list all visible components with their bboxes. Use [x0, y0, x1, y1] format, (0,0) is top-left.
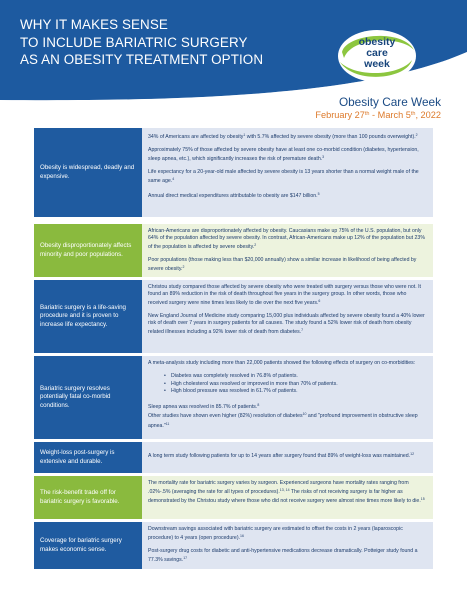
paragraph: A long term study following patients for up to 14 years after surgery found that 89% of weight-loss was maintained.$^{12}$ — [148, 452, 415, 459]
row-content — [142, 128, 433, 217]
table-row — [34, 128, 433, 218]
list-item: • Diabetes was completely resolved in 76.8% of patients. — [164, 373, 427, 380]
row-content — [142, 442, 433, 473]
title-line: AS AN OBESITY TREATMENT OPTION — [20, 52, 264, 67]
paragraph: Christou study compared those affected by severe obesity who were treated with surgery versus those who were not. It found an 89% reduction in the risk of death throughout five years in the surgery group. In other words, those who received surgery were nine times less likely to die over the next five years.$^6$ — [148, 284, 421, 307]
row-label: Bariatric surgery resolves potentially fatal co-morbid conditions. — [34, 356, 142, 439]
logo-word: week — [364, 58, 390, 70]
table-row — [34, 442, 433, 474]
header-banner — [0, 0, 467, 128]
paragraph: 34% of Americans are affected by obesity$^1$ with 5.7% affected by severe obesity (more than 100 pounds overweight).$^2$ — [148, 133, 418, 140]
row-content — [142, 280, 433, 353]
row-label: Obesity disproportionately affects minority and poor populations. — [34, 224, 142, 277]
bullet-list — [164, 373, 427, 395]
logo-word: care — [366, 47, 388, 59]
paragraph: Poor populations (those making less than $20,000 annually) show a similar increase in likelihood of being affected by severe obesity.$^2$ — [148, 257, 417, 273]
paragraph: Annual direct medical expenditures attributable to obesity are $147 billion.$^5$ — [148, 192, 320, 200]
table-row — [34, 224, 433, 278]
paragraph: New England Journal of Medicine study comparing 15,000 plus individuals affected by severe obesity found a 40% lower risk of death over 7 years in surgery patients for all causes. The study found a 52% lower risk of death from obesity related illnesses including a 92% lower risk of death from diabetes.$^7$ — [148, 313, 425, 336]
list-item: • High cholesterol was resolved or improved in more than 70% of patients. — [164, 381, 427, 388]
row-content — [142, 224, 433, 277]
paragraph: Downstream savings associated with bariatric surgery are estimated to offset the costs in 2 years (laparoscopic procedure) to 4 years (open procedure).$^{16}$ — [148, 526, 403, 542]
row-label: The risk-benefit trade off for bariatric surgery is favorable. — [34, 476, 142, 519]
paragraph: African-Americans are disproportionately affected by obesity. Caucasians make up 75% of the U.S. population, but only 64% of the population affected by severe obesity. In contrast, African-Americans make up 12% of the population but 23% of the population is affected by severe obesity.$^2$ — [148, 228, 425, 251]
row-content — [142, 522, 433, 569]
logo-word: obesity — [358, 36, 396, 48]
paragraph: Sleep apnea was resolved in 85.7% of patients.$^8$ Other studies have shown even higher (82%) resolution of diabetes$^{10}$ and "profound improvement in obstructive sleep apnea."$^{11}$ — [148, 403, 418, 429]
row-label: Weight-loss post-surgery is extensive and durable. — [34, 442, 142, 473]
logo-wordmark — [336, 37, 418, 70]
row-content — [142, 356, 433, 439]
paragraph: Life expectancy for a 20-year-old male affected by severe obesity is 13 years shorter than a normal weight male of the same age.$^4$ — [148, 169, 419, 185]
obesity-care-week-logo — [336, 28, 418, 84]
paragraph: Post-surgery drug costs for diabetic and anti-hypertensive medications decrease dramatically. Potteiger study found a 77.3% savings.$^{17}$ — [148, 548, 418, 564]
title-line: WHY IT MAKES SENSE — [20, 17, 168, 32]
table-row — [34, 476, 433, 520]
paragraph: Approximately 75% of those affected by severe obesity have at least one co-morbid condition (diabetes, hypertension, sleep apnea, etc.), which significantly increases the risk of premature death.$^3$ — [148, 147, 419, 163]
event-dates: February 27th - March 5th, 2022 — [315, 110, 441, 120]
page-title — [20, 16, 320, 69]
title-line: TO INCLUDE BARIATRIC SURGERY — [20, 34, 248, 50]
table-row — [34, 522, 433, 570]
row-label: Coverage for bariatric surgery makes economic sense. — [34, 522, 142, 569]
row-content — [142, 476, 433, 519]
table-row — [34, 280, 433, 354]
event-title: Obesity Care Week — [338, 95, 441, 109]
row-label: Bariatric surgery is a life-saving procedure and it is proven to increase life expectancy. — [34, 280, 142, 353]
row-label: Obesity is widespread, deadly and expensive. — [34, 128, 142, 217]
paragraph: The mortality rate for bariatric surgery varies by surgeon. Experienced surgeons have mortality rates ranging from .02%-.5% (averaging the rate for all types of procedures).$^{13, 14}$ The risks of not receiving surgery is far higher as demonstrated by the Christou study where those who did not receive surgery were almost nine times more likely to die.$^{15}$ — [148, 480, 425, 505]
table-row — [34, 356, 433, 440]
paragraph: A meta-analysis study including more than 22,000 patients showed the following effects of surgery on co-morbidities: — [148, 360, 416, 366]
list-item: • High blood pressure was resolved in 61.7% of patients. — [164, 388, 427, 395]
